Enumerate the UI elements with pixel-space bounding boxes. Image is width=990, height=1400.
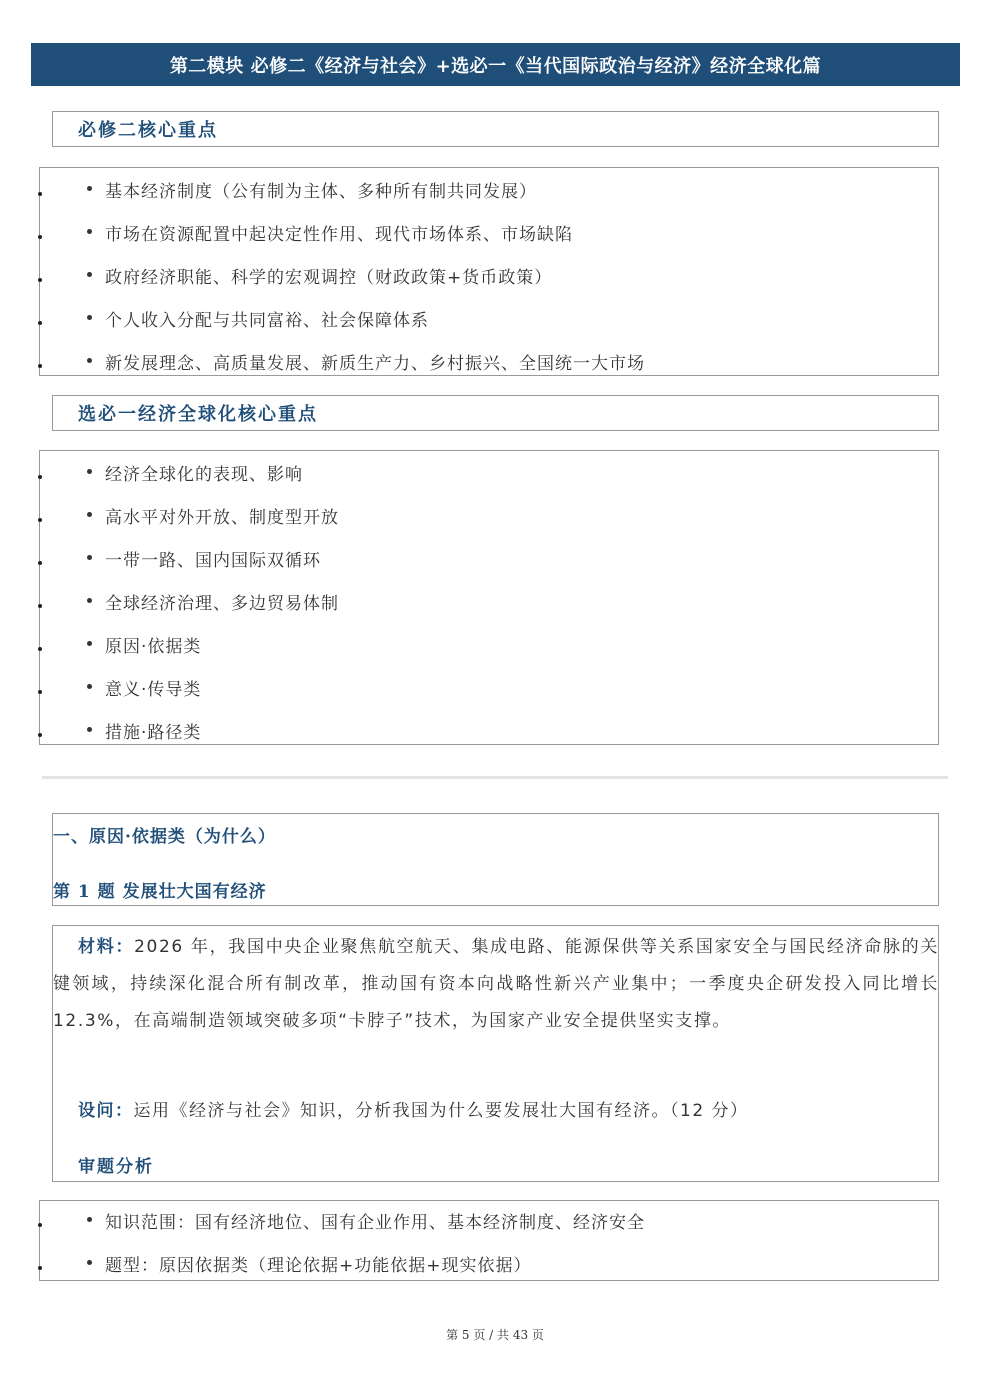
ask-line [78,1096,749,1121]
bullet-dot-icon [38,475,42,479]
list-item [40,456,938,486]
material-text: 2026 年，我国中央企业聚焦航空航天、集成电路、能源保供等关系国家安全与国民经济命脉的关键领域，持续深化混合所有制改革，推动国有资本向战略性新兴产业集中；一季度央企研发投入同比增长 12.3%，在高端制造领域突破多项“卡脖子”技术，为国家产业安全提供坚实支撑。 [53,937,939,1031]
list-item [40,585,938,615]
section-heading-compulsory-two [52,111,939,147]
bullet-dot-icon [87,1217,92,1222]
list-item-text: 新发展理念、高质量发展、新质生产力、乡村振兴、全国统一大市场 [105,354,645,374]
globalization-key-points-list [39,450,939,745]
list-item [40,499,938,529]
list-item-text: 知识范围：国有经济地位、国有企业作用、基本经济制度、经济安全 [105,1213,645,1233]
section-divider [42,776,948,779]
bullet-dot-icon [38,561,42,565]
bullet-dot-icon [38,321,42,325]
bullet-dot-icon [87,186,92,191]
bullet-dot-icon [87,641,92,646]
list-item-text: 全球经济治理、多边贸易体制 [105,594,339,614]
module-title-banner [31,43,960,86]
list-item [40,173,938,203]
bullet-dot-icon [38,647,42,651]
list-item [40,542,938,572]
material-paragraph [53,929,939,1040]
list-item [40,302,938,332]
bullet-dot-icon [38,364,42,368]
ask-label: 设问： [78,1101,134,1121]
list-item-text: 基本经济制度（公有制为主体、多种所有制共同发展） [105,182,537,202]
list-item-text: 措施·路径类 [105,723,202,743]
analysis-list [39,1200,939,1281]
bullet-dot-icon [87,272,92,277]
bullet-dot-icon [87,512,92,517]
list-item-text: 高水平对外开放、制度型开放 [105,508,339,528]
material-label: 材料： [78,937,135,957]
list-item-text: 市场在资源配置中起决定性作用、现代市场体系、市场缺陷 [105,225,573,245]
section-heading-text: 选必一经济全球化核心重点 [78,404,318,425]
ask-text: 运用《经济与社会》知识，分析我国为什么要发展壮大国有经济。（12 分） [133,1101,749,1121]
bullet-dot-icon [38,604,42,608]
bullet-dot-icon [87,598,92,603]
list-item-text: 经济全球化的表现、影响 [105,465,303,485]
bullet-dot-icon [38,690,42,694]
bullet-dot-icon [87,1260,92,1265]
list-item [40,628,938,658]
section-heading-text: 必修二核心重点 [78,120,218,141]
list-item-text: 个人收入分配与共同富裕、社会保障体系 [105,311,429,331]
list-item-text: 题型：原因依据类（理论依据+功能依据+现实依据） [105,1256,532,1276]
bullet-dot-icon [87,469,92,474]
bullet-dot-icon [87,727,92,732]
material-box [52,925,939,1182]
list-item [40,714,938,744]
list-item [40,1204,938,1234]
page-number-footer: 第 5 页 / 共 43 页 [446,1328,544,1342]
compulsory-two-key-points-list [39,167,939,376]
question-header-box [52,813,939,906]
list-item [40,671,938,701]
bullet-dot-icon [38,1266,42,1270]
list-item-text: 政府经济职能、科学的宏观调控（财政政策+货币政策） [105,268,553,288]
bullet-dot-icon [38,518,42,522]
bullet-dot-icon [38,733,42,737]
question-title: 第 1 题 发展壮大国有经济 [53,882,267,902]
list-item-text: 一带一路、国内国际双循环 [105,551,321,571]
bullet-dot-icon [38,192,42,196]
module-title: 第二模块 必修二《经济与社会》+选必一《当代国际政治与经济》经济全球化篇 [169,55,822,77]
list-item-text: 意义·传导类 [105,680,202,700]
bullet-dot-icon [38,1223,42,1227]
bullet-dot-icon [87,315,92,320]
list-item [40,345,938,375]
section-heading-globalization [52,395,939,431]
bullet-dot-icon [38,278,42,282]
bullet-dot-icon [87,229,92,234]
list-item-text: 原因·依据类 [105,637,202,657]
bullet-dot-icon [87,555,92,560]
bullet-dot-icon [87,684,92,689]
list-item [40,259,938,289]
bullet-dot-icon [38,235,42,239]
bullet-dot-icon [87,358,92,363]
list-item [40,216,938,246]
list-item [40,1247,938,1277]
analysis-heading: 审题分析 [78,1157,154,1177]
question-category: 一、原因·依据类（为什么） [53,827,276,847]
